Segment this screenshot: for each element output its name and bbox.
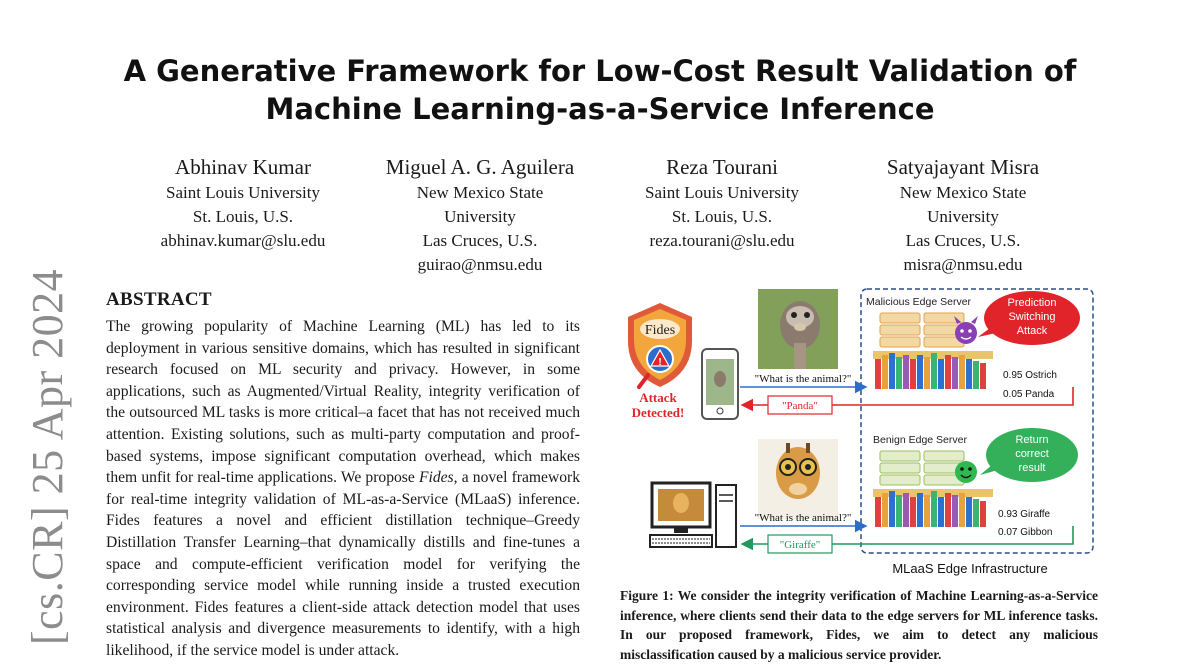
benign-model-icon	[873, 489, 993, 527]
smiley-emoji-icon	[955, 461, 977, 483]
author-location: Las Cruces, U.S.	[905, 231, 1021, 250]
author-block	[365, 153, 595, 277]
author-email[interactable]: guirao@nmsu.edu	[417, 255, 543, 274]
author-affiliation: New Mexico State	[899, 183, 1027, 202]
return-correct-line-1: Return	[1015, 434, 1049, 446]
svg-text:!: !	[658, 357, 662, 368]
prediction-bottom-1: 0.93 Giraffe	[998, 509, 1051, 520]
malicious-server-rack-icon	[880, 313, 964, 347]
author-affiliation: Saint Louis University	[645, 183, 799, 202]
author-name: Abhinav Kumar	[175, 155, 311, 179]
author-email[interactable]: abhinav.kumar@slu.edu	[160, 231, 326, 250]
return-correct-line-3: result	[1018, 462, 1046, 474]
return-correct-bubble	[980, 428, 1078, 482]
prediction-switching-line-1: Prediction	[1007, 297, 1057, 309]
title-line-1: A Generative Framework for Low-Cost Result Validation of	[123, 54, 1077, 88]
desktop-computer-icon	[650, 483, 736, 547]
author-block	[128, 153, 358, 253]
benign-server-label: Benign Edge Server	[873, 434, 967, 446]
paper-title	[0, 52, 1200, 128]
author-email[interactable]: reza.tourani@slu.edu	[649, 231, 795, 250]
prediction-top-2: 0.05 Panda	[1003, 389, 1055, 400]
fides-shield-icon	[628, 303, 692, 387]
query-label-top: "What is the animal?"	[754, 373, 852, 385]
title-line-2: Machine Learning-as-a-Service Inference	[265, 92, 935, 126]
author-affiliation-2: University	[927, 207, 999, 226]
prediction-switching-line-3: Attack	[1016, 325, 1048, 337]
figure-1-diagram	[618, 283, 1102, 578]
prediction-top-1: 0.95 Ostrich	[1003, 370, 1057, 381]
author-location: St. Louis, U.S.	[192, 207, 294, 226]
author-email[interactable]: misra@nmsu.edu	[903, 255, 1023, 274]
fides-badge-label: Fides	[644, 323, 676, 338]
abstract-text-part-2: , a novel framework for real-time integrity validation of ML-as-a-Service (MLaaS) inference. Fides features a novel and efficient distillation technique–Greedy Distillation Transfer Learning–that dynamically distills and fine-tunes a space and compute-efficient verification model for verifying the corresponding service model while running inside a trusted execution environment. Fides features a client-side attack detection model that uses statistical analysis and divergence measurements to identify, with a high likelihood, if the service model is under attack.	[106, 469, 580, 659]
author-affiliation-2: University	[444, 207, 516, 226]
reply-label-bottom: "Giraffe"	[779, 539, 821, 551]
author-affiliation: New Mexico State	[416, 183, 544, 202]
query-label-bottom: "What is the animal?"	[754, 512, 852, 524]
abstract-heading: ABSTRACT	[106, 289, 212, 310]
giraffe-image	[758, 439, 838, 519]
author-name: Satyajayant Misra	[886, 155, 1040, 179]
smartphone-icon	[702, 349, 738, 419]
author-block	[848, 153, 1078, 277]
prediction-switching-line-2: Switching	[1008, 311, 1056, 323]
author-affiliation: Saint Louis University	[166, 183, 320, 202]
abstract-body	[106, 316, 580, 662]
prediction-bottom-2: 0.07 Gibbon	[998, 527, 1053, 538]
author-name: Miguel A. G. Aguilera	[385, 155, 575, 179]
reply-label-top: "Panda"	[782, 400, 818, 412]
author-name: Reza Tourani	[666, 155, 778, 179]
author-location: Las Cruces, U.S.	[422, 231, 538, 250]
arxiv-sidebar-stamp: [cs.CR] 25 Apr 2024	[23, 268, 72, 645]
devil-emoji-icon	[954, 316, 978, 344]
abstract-fides-italic: Fides	[418, 469, 454, 487]
infrastructure-label: MLaaS Edge Infrastructure	[892, 561, 1048, 576]
attack-detected-line-2: Detected!	[631, 405, 685, 420]
malicious-model-icon	[873, 351, 993, 389]
author-block	[607, 153, 837, 253]
author-location: St. Louis, U.S.	[671, 207, 773, 226]
abstract-text-part-1: The growing popularity of Machine Learning (ML) has led to its deployment in various sensitive domains, which has resulted in significant research focused on ML security and privacy. However, in some applications, such as Augmented/Virtual Reality, integrity verification of the outsourced ML tasks is more critical–a facet that has not received much attention. Existing solutions, such as multi-party computation and proof-based systems, impose significant computation overhead, which makes them unfit for real-time applications. We propose	[106, 318, 580, 487]
benign-server-rack-icon	[880, 451, 964, 485]
prediction-switching-bubble	[978, 291, 1080, 345]
attack-detected-line-1: Attack	[639, 390, 677, 405]
malicious-server-label: Malicious Edge Server	[866, 296, 972, 308]
return-correct-line-2: correct	[1015, 448, 1049, 460]
figure-caption: Figure 1: We consider the integrity verification of Machine Learning-as-a-Service inference, where clients send their data to the edge servers for ML inference tasks. In our proposed framework, Fides, we aim to detect any malicious misclassification caused by a malicious service provider.	[620, 588, 1098, 662]
ostrich-image	[758, 289, 838, 369]
